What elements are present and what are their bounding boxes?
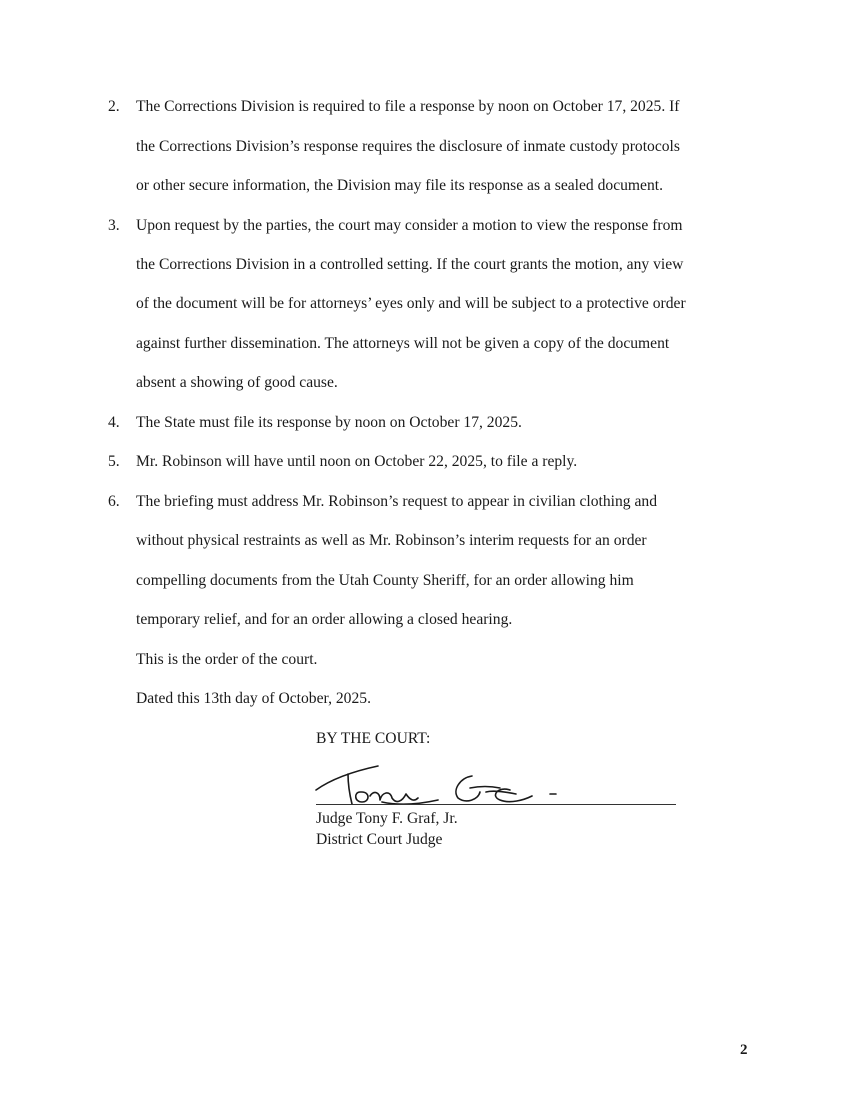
signature-stroke [456,776,480,801]
item-number: 5. [108,453,120,470]
item-line: without physical restraints as well as Mr. Robinson’s interim requests for an order [136,532,647,549]
item-line: The Corrections Division is required to file a response by noon on October 17, 2025. If [136,98,680,115]
item-number: 2. [108,98,120,115]
signature-stroke [348,774,352,804]
item-line: Mr. Robinson will have until noon on October 22, 2025, to file a reply. [136,453,578,470]
dated-line: Dated this 13th day of October, 2025. [136,690,371,707]
signature-stroke [356,792,368,802]
item-line: The State must file its response by noon on October 17, 2025. [136,414,522,431]
page-number: 2 [740,1042,748,1058]
item-line: or other secure information, the Division may file its response as a sealed document. [136,177,664,194]
order-statement: This is the order of the court. [136,651,318,668]
signature-stroke [370,793,418,802]
signature-strokes [316,766,556,804]
item-line: absent a showing of good cause. [136,374,338,391]
item-number: 4. [108,414,120,431]
item-line: against further dissemination. The attorneys will not be given a copy of the document [136,335,670,352]
item-line: the Corrections Division in a controlled setting. If the court grants the motion, any view [136,256,684,273]
judge-name: Judge Tony F. Graf, Jr. [316,810,458,827]
signature-stroke [486,791,516,794]
item-line: the Corrections Division’s response requires the disclosure of inmate custody protocols [136,138,680,155]
item-line: of the document will be for attorneys’ eyes only and will be subject to a protective order [136,295,686,312]
item-number: 3. [108,217,120,234]
signature-stroke [470,787,500,789]
item-line: The briefing must address Mr. Robinson’s request to appear in civilian clothing and [136,493,657,510]
item-line: temporary relief, and for an order allowing a closed hearing. [136,611,513,628]
judge-title: District Court Judge [316,831,443,848]
by-the-court-label: BY THE COURT: [316,730,431,747]
signature-stroke [316,766,378,790]
item-line: compelling documents from the Utah County Sheriff, for an order allowing him [136,572,634,589]
item-number: 6. [108,493,120,510]
item-line: Upon request by the parties, the court may consider a motion to view the response from [136,217,683,234]
signature-line [316,804,676,805]
